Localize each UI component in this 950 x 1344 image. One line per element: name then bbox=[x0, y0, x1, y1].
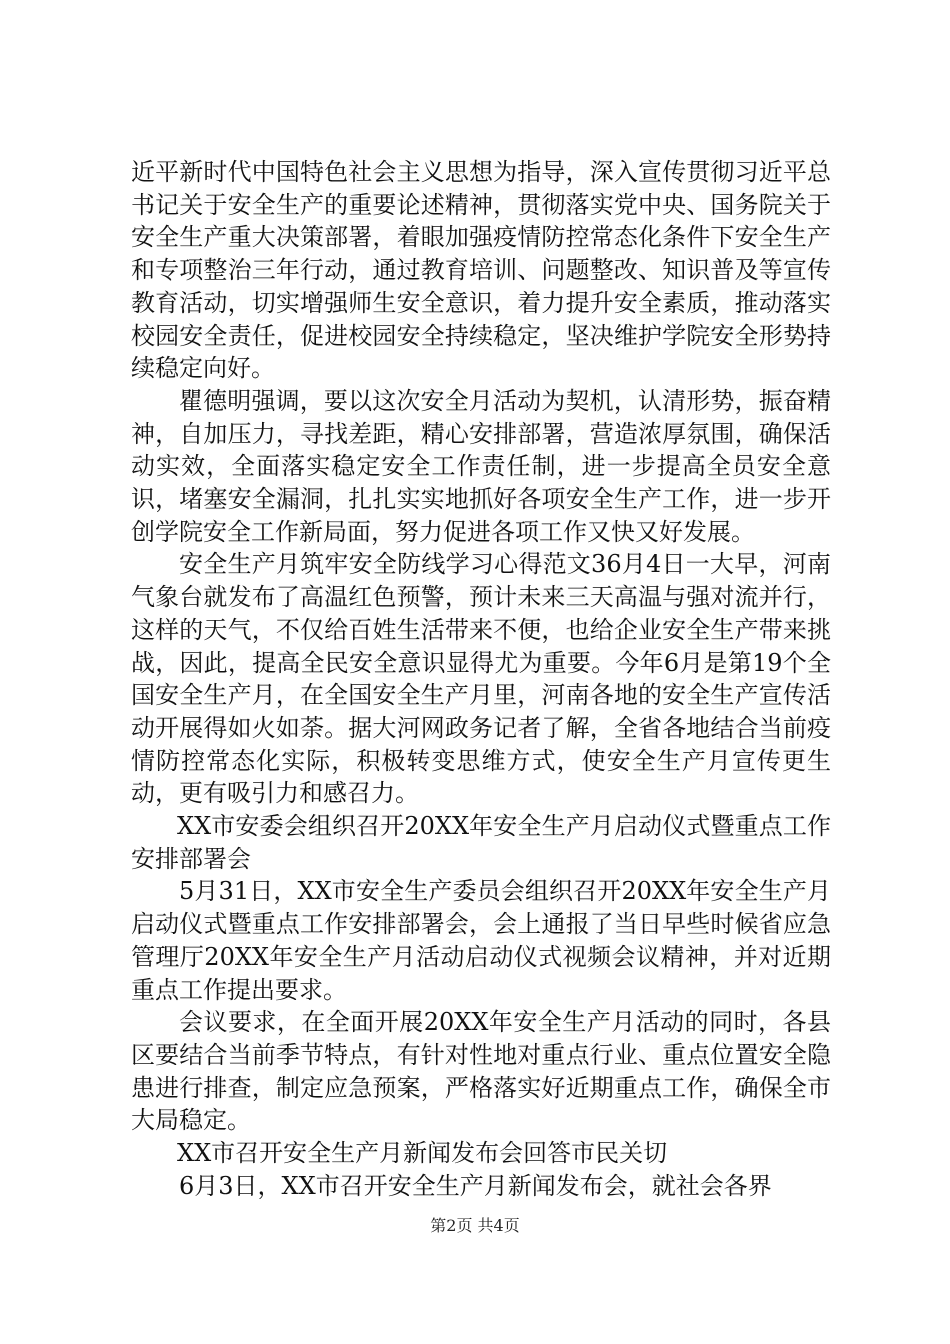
paragraph: 会议要求，在全面开展20XX年安全生产月活动的同时，各县区要结合当前季节特点，有针对性地对重点行业、重点位置安全隐患进行排查，制定应急预案，严格落实好近期重点工作，确保全市大局稳定。 bbox=[131, 1008, 831, 1135]
section-heading: XX市召开安全生产月新闻发布会回答市民关切 bbox=[177, 1139, 668, 1168]
paragraph: 5月31日，XX市安全生产委员会组织召开20XX年安全生产月启动仪式暨重点工作安排部署会，会上通报了当日早些时候省应急管理厅20XX年安全生产月活动启动仪式视频会议精神，并对近期重点工作提出要求。 bbox=[131, 877, 831, 1004]
document-body bbox=[131, 156, 831, 1203]
paragraph: 6月3日，XX市召开安全生产月新闻发布会，就社会各界 bbox=[179, 1171, 772, 1200]
page-footer: 第2页 共4页 bbox=[430, 1216, 520, 1235]
paragraph: 安全生产月筑牢安全防线学习心得范文36月4日一大早，河南气象台就发布了高温红色预警，预计未来三天高温与强对流并行，这样的天气，不仅给百姓生活带来不便，也给企业安全生产带来挑战，因此，提高全民安全意识显得尤为重要。今年6月是第19个全国安全生产月，在全国安全生产月里，河南各地的安全生产宣传活动开展得如火如荼。据大河网政务记者了解，全省各地结合当前疫情防控常态化实际，积极转变思维方式，使安全生产月宣传更生动，更有吸引力和感召力。 bbox=[131, 550, 831, 808]
section-heading: XX市安委会组织召开20XX年安全生产月启动仪式暨重点工作安排部署会 bbox=[131, 812, 831, 873]
paragraph-continuation: 近平新时代中国特色社会主义思想为指导，深入宣传贯彻习近平总书记关于安全生产的重要论述精神，贯彻落实党中央、国务院关于安全生产重大决策部署，着眼加强疫情防控常态化条件下安全生产和专项整治三年行动，通过教育培训、问题整改、知识普及等宣传教育活动，切实增强师生安全意识，着力提升安全素质，推动落实校园安全责任，促进校园安全持续稳定，坚决维护学院安全形势持续稳定向好。 bbox=[131, 158, 831, 383]
paragraph: 瞿德明强调，要以这次安全月活动为契机，认清形势，振奋精神，自加压力，寻找差距，精心安排部署，营造浓厚氛围，确保活动实效，全面落实稳定安全工作责任制，进一步提高全员安全意识，堵塞安全漏洞，扎扎实实地抓好各项安全生产工作，进一步开创学院安全工作新局面，努力促进各项工作又快又好发展。 bbox=[131, 386, 831, 546]
